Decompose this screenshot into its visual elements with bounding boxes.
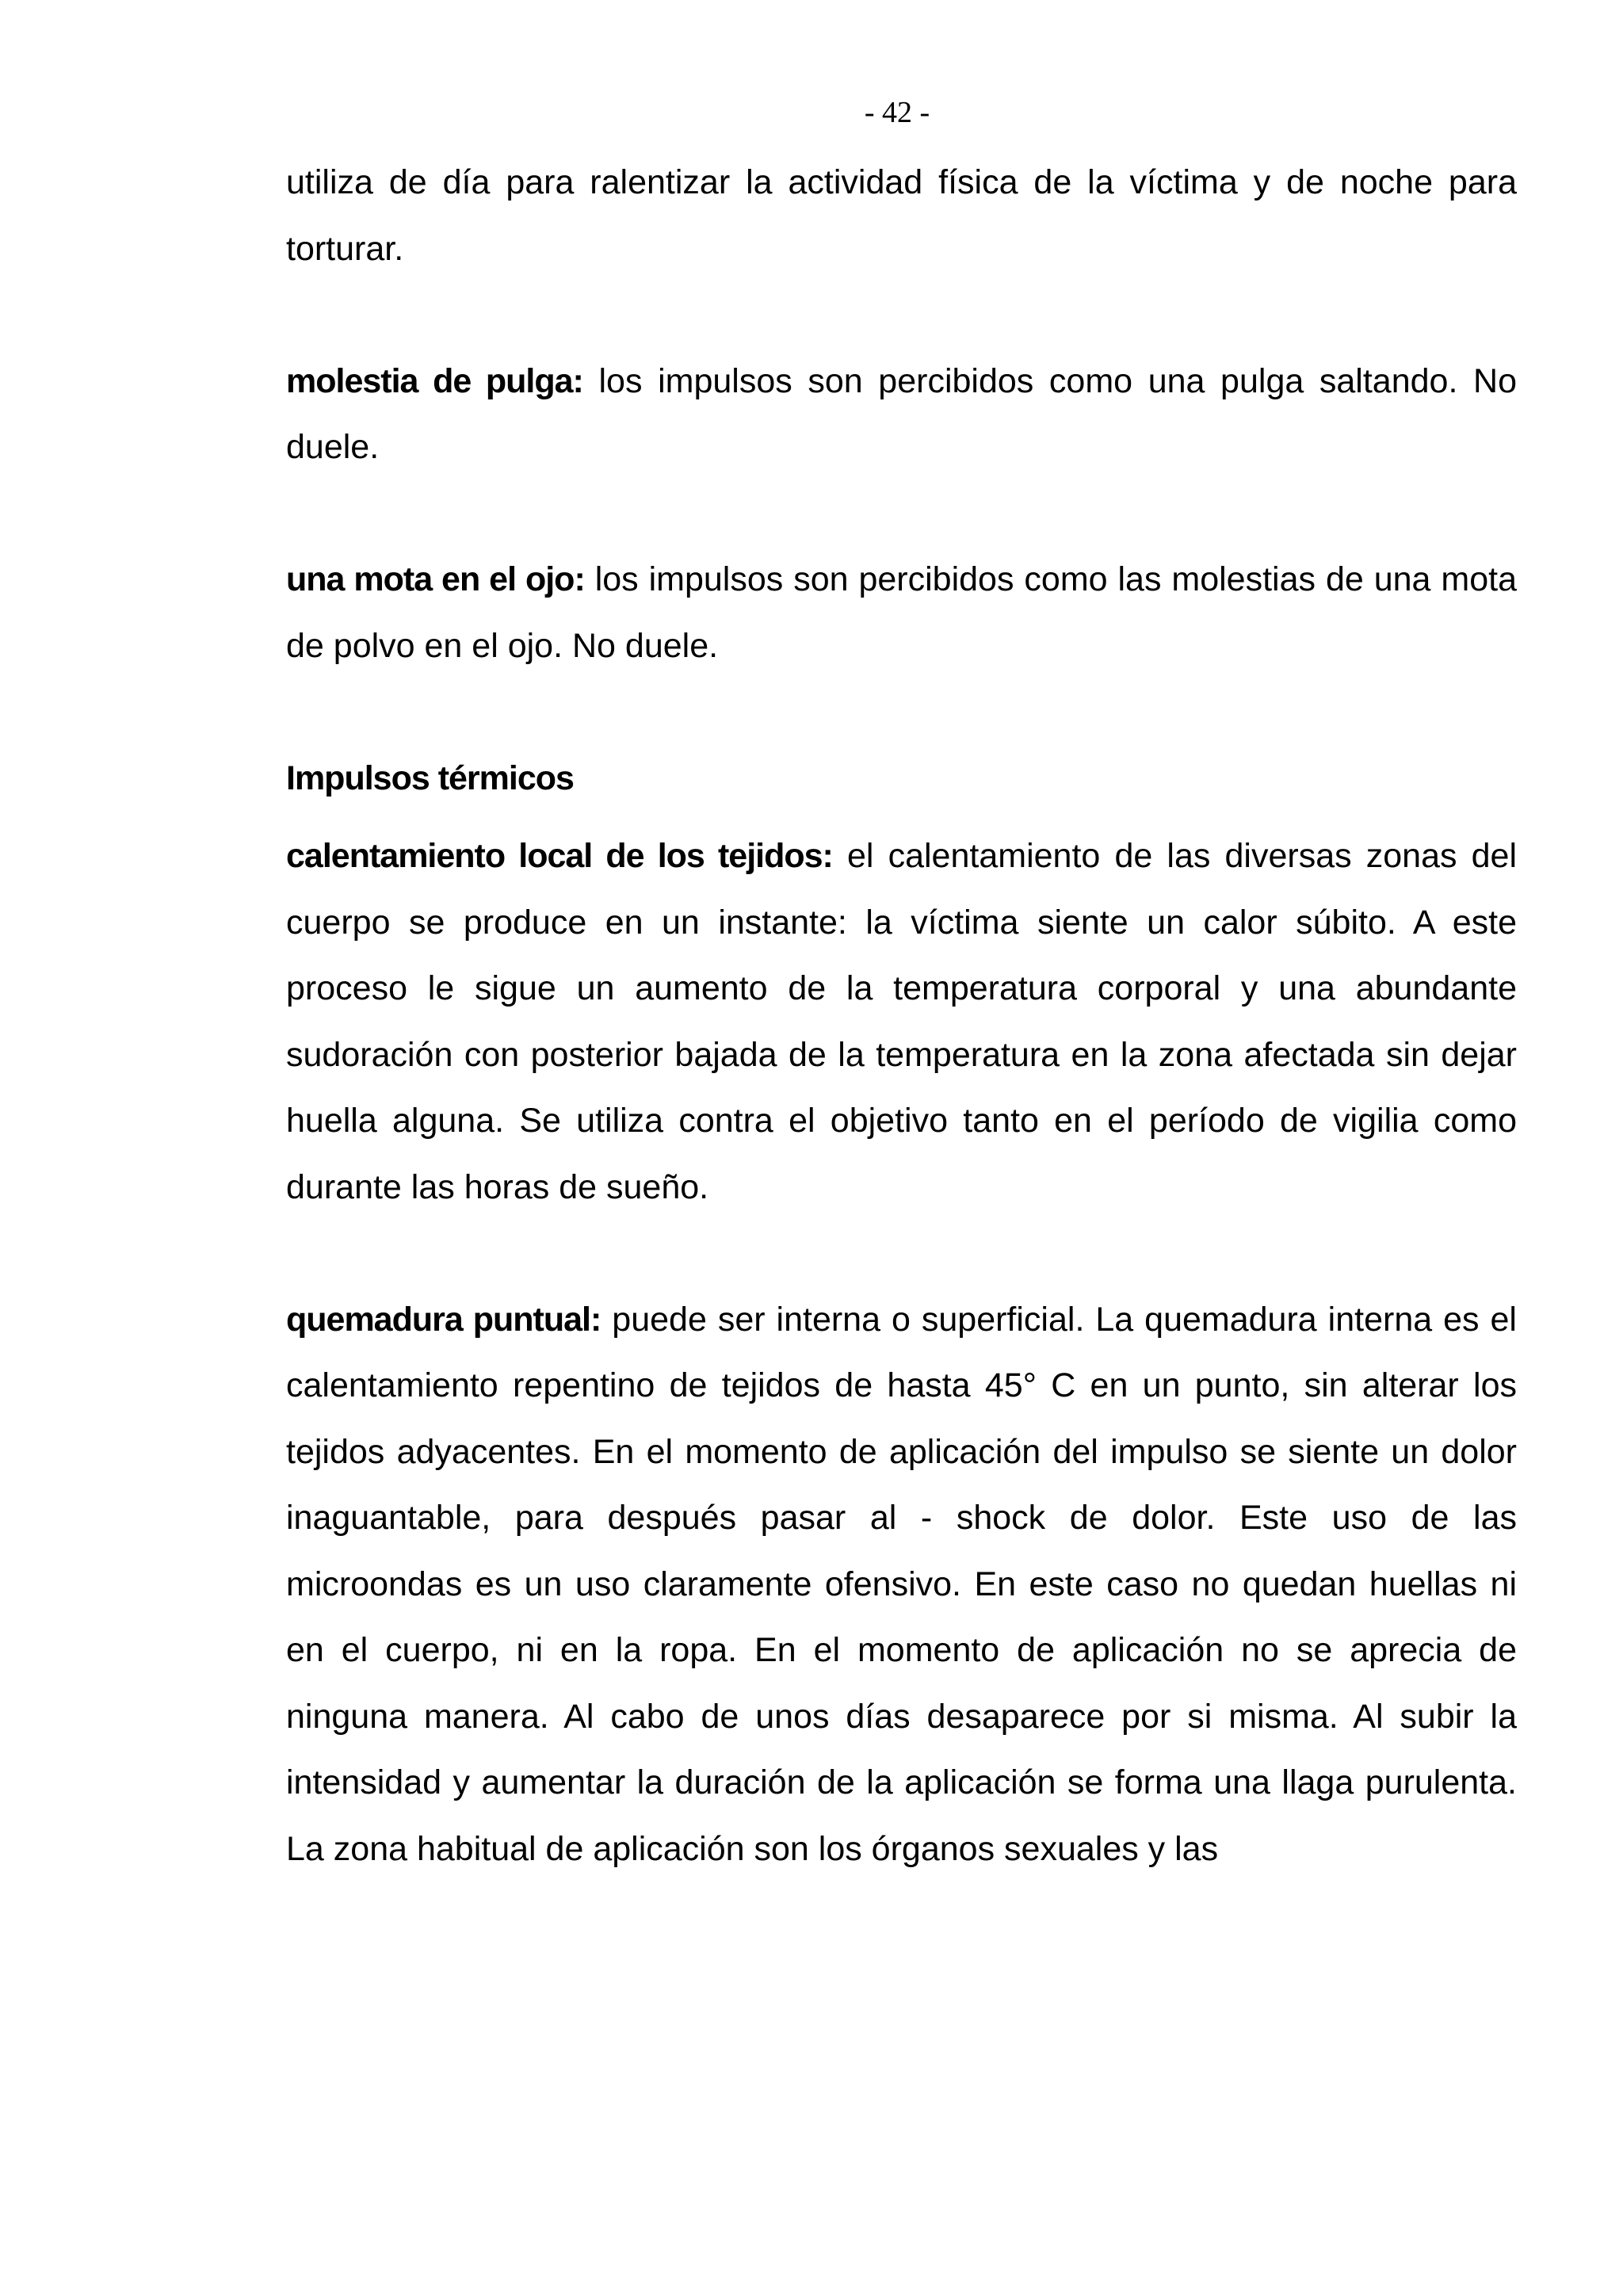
paragraph-spacer [286,1221,1517,1287]
term-quemadura-puntual: quemadura puntual: [286,1300,601,1339]
paragraph-continuation: utiliza de día para ralentizar la actividad física de la víctima y de noche para torturar. [286,163,1517,268]
paragraph-spacer [286,481,1517,548]
definition-quemadura-puntual: puede ser interna o superficial. La quemadura interna es el calentamiento repentino de tejidos de hasta 45° C en un punto, sin alterar los tejidos adyacentes. En el momento de aplicación del impulso se siente un dolor inaguantable, para después pasar al - shock de dolor. Este uso de las microondas es un uso claramente ofensivo. En este caso no quedan huellas ni en el cuerpo, ni en la ropa. En el momento de aplicación no se aprecia de ninguna manera. Al cabo de unos días desaparece por si misma. Al subir la intensidad y aumentar la duración de la aplicación se forma una llaga purulenta. La zona habitual de aplicación son los órganos sexuales y las [286,1300,1517,1868]
page-body [286,150,1517,1882]
term-calentamiento-local: calentamiento local de los tejidos: [286,837,833,875]
page-number: - 42 - [864,96,930,129]
definition-molestia-de-pulga: los impulsos son percibidos como una pulga saltando. No duele. [286,361,1517,466]
heading-spacer [286,812,1517,823]
paragraph-spacer [286,282,1517,349]
paragraph-molestia-de-pulga [286,349,1517,481]
term-molestia-de-pulga: molestia de pulga: [286,361,583,400]
paragraph-quemadura-puntual [286,1287,1517,1883]
definition-calentamiento-local: el calentamiento de las diversas zonas del cuerpo se produce en un instante: la víctima siente un calor súbito. A este proceso le sigue un aumento de la temperatura corporal y una abundante sudoración con posterior bajada de la temperatura en la zona afectada sin dejar huella alguna. Se utiliza contra el objetivo tanto en el período de vigilia como durante las horas de sueño. [286,837,1517,1206]
term-mota-en-el-ojo: una mota en el ojo: [286,560,585,598]
paragraph-calentamiento-local [286,823,1517,1221]
definition-mota-en-el-ojo: los impulsos son percibidos como las molestias de una mota de polvo en el ojo. No duele. [286,560,1517,665]
section-heading: Impulsos térmicos [286,758,574,797]
paragraph-mota-en-el-ojo [286,547,1517,679]
paragraph-spacer [286,679,1517,746]
